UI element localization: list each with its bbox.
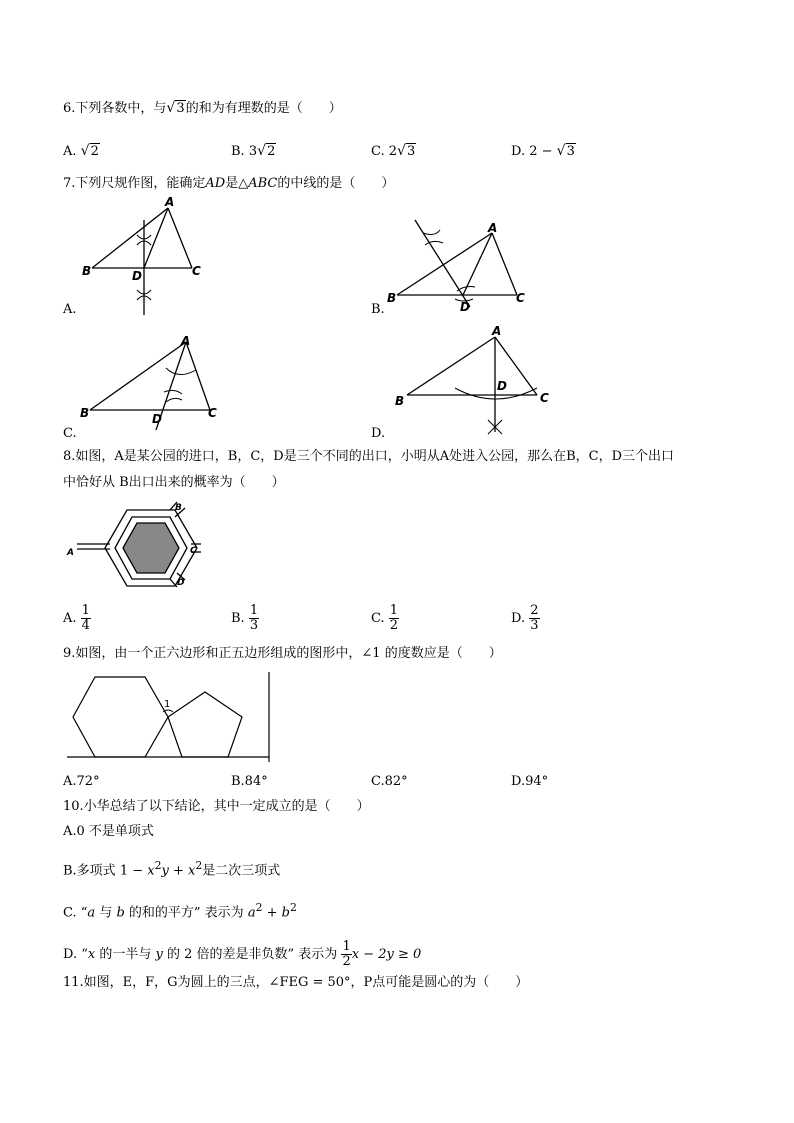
- q8-stem-line1: 8.如图，A是某公园的进口，B，C，D是三个不同的出口，小明从A处进入公园，那么在B，C，D三个出口: [63, 449, 675, 464]
- label-a: A: [165, 195, 175, 209]
- label-c: C: [192, 264, 201, 278]
- q7-label-c[interactable]: C.: [63, 426, 77, 441]
- svg-text:B: B: [175, 503, 182, 513]
- q6-option-d[interactable]: D. 2 − √ 3: [511, 143, 575, 159]
- q6-option-a[interactable]: A. √ 2: [63, 143, 99, 159]
- svg-text:D: D: [152, 412, 162, 426]
- label-b: B: [82, 264, 92, 278]
- q9-stem: 9.如图，由一个正六边形和正五边形组成的图形中，∠1 的度数应是（ ）: [63, 646, 502, 661]
- q7-figure-c: [78, 330, 228, 435]
- q8-park-figure: [65, 500, 205, 590]
- sqrt-3: √ 3: [166, 100, 185, 116]
- q8-option-b[interactable]: B. $\frac{1}{3}$: [231, 603, 259, 633]
- svg-text:C: C: [208, 406, 217, 420]
- q6-option-c[interactable]: C. 2 √ 3: [371, 143, 416, 159]
- q9-polygon-figure: [65, 670, 275, 765]
- q7-label-a[interactable]: A.: [63, 302, 77, 317]
- svg-text:A: A: [492, 324, 502, 338]
- svg-text:C: C: [516, 291, 525, 305]
- q6-option-b[interactable]: B. 3 √ 2: [231, 143, 276, 159]
- label-d: D: [132, 269, 142, 283]
- q10-option-a[interactable]: A.0 不是单项式: [63, 824, 154, 839]
- svg-text:B: B: [395, 394, 405, 408]
- svg-text:C: C: [540, 391, 549, 405]
- q10-stem: 10.小华总结了以下结论，其中一定成立的是（ ）: [63, 799, 370, 814]
- q10-option-d[interactable]: D. “x 的一半与 y 的 2 倍的差是非负数” 表示为 $\frac{1}{2}$ x − 2y ≥ 0: [63, 939, 422, 969]
- q9-option-b[interactable]: B.84°: [231, 774, 268, 789]
- q10-option-c[interactable]: C. “a 与 b 的和的平方” 表示为 $a^2 + b^2$: [63, 901, 297, 921]
- q6-stem: 6.下列各数中，与 √ 3的和为有理数的是（ ）: [63, 100, 342, 116]
- q7-figure-b: [385, 215, 535, 315]
- svg-text:A: A: [67, 548, 74, 558]
- q7-label-b[interactable]: B.: [371, 302, 385, 317]
- q8-option-c[interactable]: C. $\frac{1}{2}$: [371, 603, 399, 633]
- svg-text:1: 1: [164, 699, 171, 710]
- svg-text:D: D: [497, 379, 507, 393]
- svg-text:D: D: [460, 300, 470, 314]
- q11-stem: 11.如图，E，F，G为圆上的三点，∠FEG = 50°，P点可能是圆心的为（ ）: [63, 975, 529, 990]
- q9-option-d[interactable]: D.94°: [511, 774, 549, 789]
- svg-text:A: A: [488, 221, 498, 235]
- q10-option-b[interactable]: B.多项式 $1 - x^2y + x^2$是二次三项式: [63, 859, 281, 879]
- q7-stem: 7.下列尺规作图，能确定AD是△ABC的中线的是（ ）: [63, 176, 395, 191]
- q8-option-a[interactable]: A. $\frac{1}{4}$: [63, 603, 90, 633]
- q7-label-d[interactable]: D.: [371, 426, 386, 441]
- svg-text:A: A: [181, 334, 191, 348]
- q9-option-a[interactable]: A.72°: [63, 774, 100, 789]
- q7-figure-a: [80, 195, 220, 320]
- q8-option-d[interactable]: D. $\frac{2}{3}$: [511, 603, 539, 633]
- q8-stem-line2: 中恰好从 B出口出来的概率为（ ）: [63, 475, 285, 490]
- svg-text:B: B: [80, 406, 90, 420]
- svg-text:D: D: [177, 578, 185, 588]
- q9-option-c[interactable]: C.82°: [371, 774, 408, 789]
- q7-figure-d: [385, 322, 555, 437]
- svg-text:C: C: [190, 546, 197, 556]
- svg-text:B: B: [387, 291, 397, 305]
